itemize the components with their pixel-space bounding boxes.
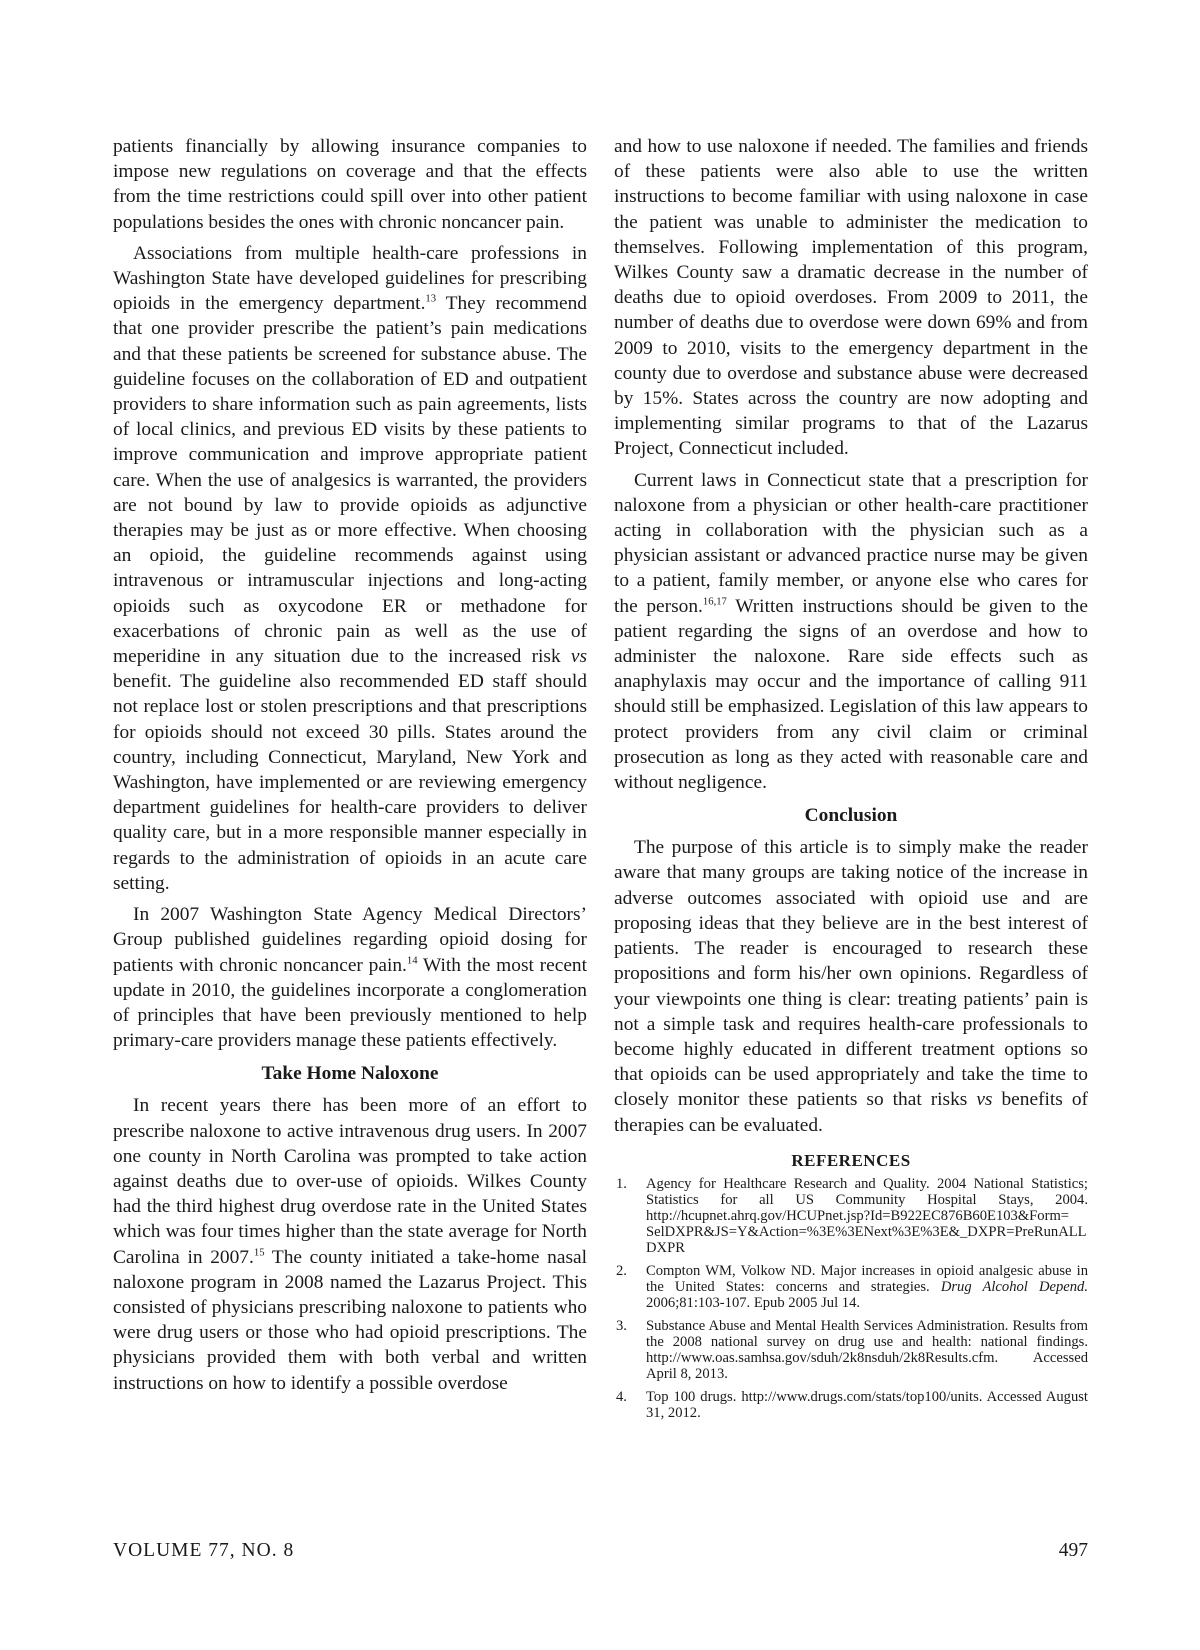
reference-text: 2006;81:103-107. Epub 2005 Jul 14. bbox=[646, 1294, 861, 1311]
references-heading: REFERENCES bbox=[791, 1150, 911, 1170]
paragraph-text: Current laws in Connecticut state that a prescription for naloxone from a physician or other health-care practitioner acting in collaboration with the physician such as a physician assistant or advanced practice nurse may be given to a patient, family member, or anyone else who cares for the person. bbox=[614, 469, 1088, 617]
paragraph-text: The purpose of this article is to simply make the reader aware that many groups are taking notice of the increase in adverse outcomes associated with opioid use and are proposing ideas that they believe are in the best interest of patients. The reader is encouraged to research these propositions and form his/her own opinions. Regardless of your viewpoints one thing is clear: treating patients’ pain is not a simple task and requires health-care professionals to become highly educated in different treatment options so that opioids can be used appropriately and take the time to closely monitor these patients so that risks bbox=[614, 837, 1088, 1111]
section-heading-naloxone: Take Home Naloxone bbox=[261, 1063, 439, 1085]
reference-text: Compton WM, Volkow ND. Major increases in opioid analgesic abuse in the United States: concerns and strategies. bbox=[646, 1262, 1088, 1295]
paragraph bbox=[614, 134, 1088, 462]
reference-text: Top 100 drugs. http://www.drugs.com/stats/top100/units. Accessed August 31, 2012. bbox=[646, 1388, 1088, 1421]
citation-superscript: 15 bbox=[253, 1246, 265, 1259]
reference-item bbox=[614, 1263, 1088, 1311]
paragraph-text: Associations from multiple health-care professions in Washington State have developed guidelines for prescribing opioids in the emergency department. bbox=[113, 242, 587, 315]
citation-superscript: 14 bbox=[406, 954, 418, 967]
right-column bbox=[614, 134, 1088, 1428]
reference-number: 1. bbox=[616, 1175, 627, 1192]
paragraph-text: and how to use naloxone if needed. The families and friends of these patients were also able to use the written instructions to become familiar with using naloxone in case the patient was unable to administer the medication to themselves. Following implementation of this program, Wilkes County saw a dramatic decrease in the number of deaths due to opioid overdoses. From 2009 to 2011, the number of deaths due to overdose were down 69% and from 2009 to 2010, visits to the emergency department in the county due to overdose and substance abuse were decreased by 15%. States across the country are now adopting and implementing similar programs to that of the Lazarus Project, Connecticut included. bbox=[614, 136, 1088, 460]
footer-volume: VOLUME 77, NO. 8 bbox=[113, 1540, 295, 1561]
reference-journal: Drug Alcohol Depend. bbox=[940, 1278, 1089, 1295]
paragraph-text: benefit. The guideline also recommended ED staff should not replace lost or stolen prescriptions and that prescriptions for opioids should not exceed 30 pills. States around the country, including Connecticut, Maryland, New York and Washington, have implemented or are reviewing emergency department guidelines for health-care providers to deliver quality care, but in a more responsible manner especially in regards to the administration of opioids in an acute care setting. bbox=[113, 671, 587, 894]
paragraph-text: The county initiated a take-home nasal naloxone program in 2008 named the Lazarus Project. This consisted of physicians prescribing naloxone to patients who were drug users or those who had opioid prescriptions. The physicians provided them with both verbal and written instructions on how to identify a possible overdose bbox=[113, 1246, 587, 1394]
reference-text: Substance Abuse and Mental Health Services Administration. Results from the 2008 national survey on drug use and health: national findings. http://www.oas.samhsa.gov/sduh/2k8nsduh/2k8Results.cfm. Accessed April 8, 2013. bbox=[646, 1317, 1088, 1382]
reference-item bbox=[614, 1389, 1088, 1421]
paragraph-text: patients financially by allowing insurance companies to impose new regulations on coverage and that the effects from the time restrictions could spill over into other patient populations besides the ones with chronic noncancer pain. bbox=[113, 136, 587, 233]
paragraph bbox=[113, 241, 587, 896]
paragraph-text: They recommend that one provider prescribe the patient’s pain medications and that these patients be screened for substance abuse. The guideline focuses on the collaboration of ED and outpatient providers to share information such as pain agreements, lists of local clinics, and previous ED visits by these patients to improve communication and improve appropriate patient care. When the use of analgesics is warranted, the providers are not bound by law to provide opioids as adjunctive therapies may be just as or more effective. When choosing an opioid, the guideline recommends against using intravenous or intramuscular injections and long-acting opioids such as oxycodone ER or methadone for exacerbations of chronic pain as well as the use of meperidine in any situation due to the increased risk bbox=[113, 293, 587, 668]
reference-text: Agency for Healthcare Research and Quality. 2004 National Statistics; Statistics for all US Community Hospital Stays, 2004. http://hcupnet.ahrq.gov/HCUPnet.jsp?Id=B922EC876B60E103&Form= SelDXPR&JS=Y&Action=%3E%3ENext%3E%3E&_DXPR=PreRunALLDXPR bbox=[646, 1175, 1088, 1256]
references-list bbox=[614, 1176, 1088, 1421]
reference-number: 3. bbox=[616, 1317, 627, 1334]
paragraph bbox=[113, 1093, 587, 1395]
italic-vs: vs bbox=[570, 646, 587, 668]
footer-page-number: 497 bbox=[1058, 1540, 1088, 1561]
paragraph-text: In recent years there has been more of an effort to prescribe naloxone to active intravenous drug users. In 2007 one county in North Carolina was prompted to take action against deaths due to over-use of opioids. Wilkes County had the third highest drug overdose rate in the United States which was four times higher than the state average for North Carolina in 2007. bbox=[113, 1095, 587, 1268]
paragraph bbox=[614, 468, 1088, 796]
reference-item bbox=[614, 1176, 1088, 1256]
paragraph bbox=[113, 134, 587, 235]
citation-superscript: 16,17 bbox=[702, 595, 727, 608]
paragraph-text: benefits of therapies can be evaluated. bbox=[614, 1089, 1088, 1136]
reference-item bbox=[614, 1318, 1088, 1382]
section-heading-conclusion: Conclusion bbox=[804, 805, 898, 827]
paragraph-text: With the most recent update in 2010, the guidelines incorporate a conglomeration of principles that have been previously mentioned to help primary-care providers manage these patients effectively. bbox=[113, 954, 588, 1052]
paragraph bbox=[113, 902, 587, 1053]
reference-number: 4. bbox=[616, 1388, 627, 1405]
paragraph-text: In 2007 Washington State Agency Medical Directors’ Group published guidelines regarding opioid dosing for patients with chronic noncancer pain. bbox=[113, 904, 587, 976]
reference-number: 2. bbox=[616, 1262, 627, 1279]
citation-superscript: 13 bbox=[425, 292, 437, 305]
italic-vs: vs bbox=[976, 1089, 993, 1111]
paragraph bbox=[614, 835, 1088, 1137]
paragraph-text: Written instructions should be given to the patient regarding the signs of an overdose and how to administer the naloxone. Rare side effects such as anaphylaxis may occur and the importance of calling 911 should still be emphasized. Legislation of this law appears to protect providers from any civil claim or criminal prosecution as long as they acted with reasonable care and without negligence. bbox=[614, 595, 1088, 794]
left-column bbox=[113, 134, 587, 1396]
